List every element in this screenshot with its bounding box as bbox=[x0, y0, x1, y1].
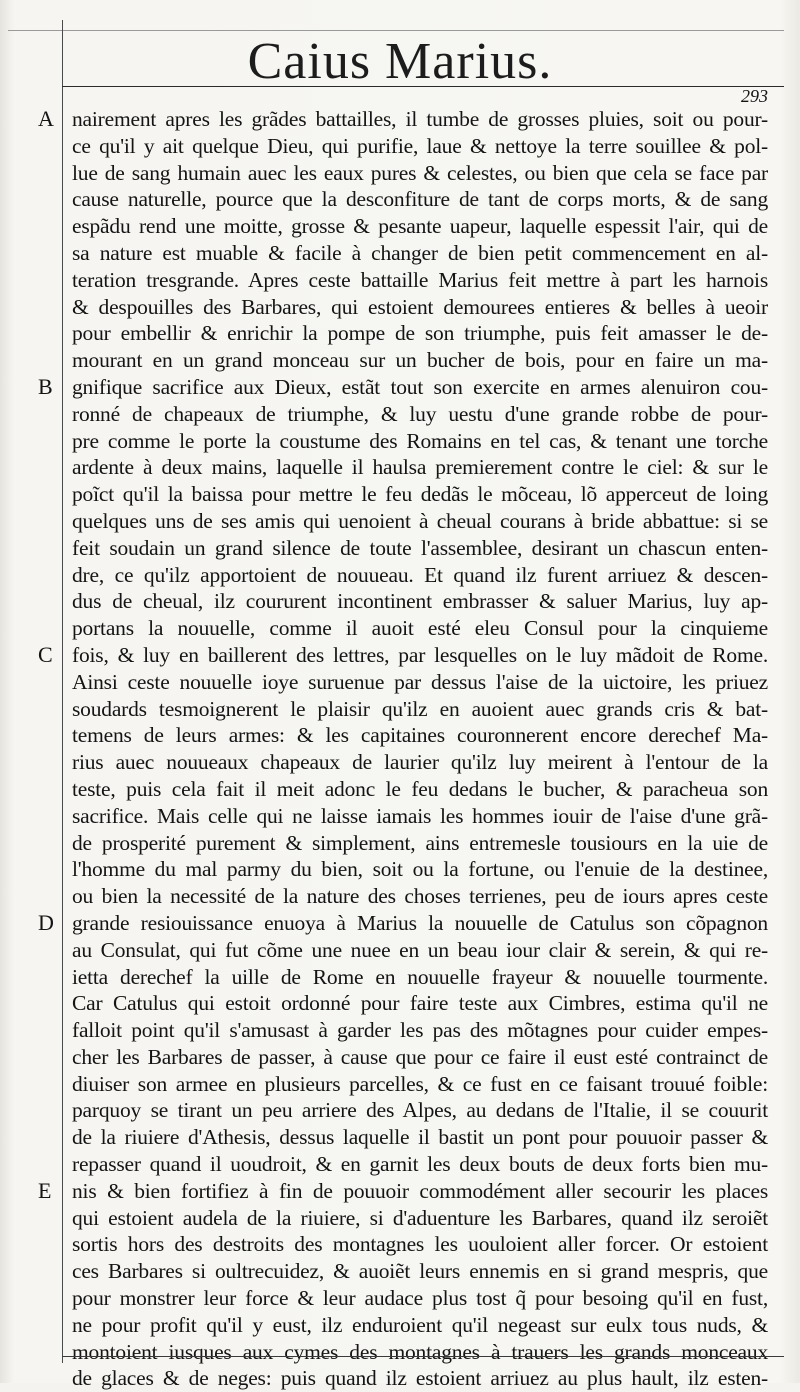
text-line: teste, puis cela fait il meit adonc le feu dedans le bucher, & paracheua son bbox=[72, 776, 768, 801]
text-line: ce qu'il y ait quelque Dieu, qui purifie, laue & nettoye la terre souillee & pol- bbox=[72, 133, 768, 158]
section-marker: B bbox=[38, 374, 53, 399]
text-line: de glaces & de neges: puis quand ilz estoient arriuez au plus hault, ilz esten- bbox=[72, 1366, 768, 1391]
text-line: grande resiouissance enuoya à Marius la nouuelle de Catulus son cõpagnon bbox=[72, 910, 768, 935]
text-line: Car Catulus qui estoit ordonné pour faire teste aux Cimbres, estima qu'il ne bbox=[72, 991, 768, 1016]
text-line: ronné de chapeaux de triumphe, & luy uestu d'une grande robbe de pour- bbox=[72, 401, 768, 426]
text-line: de prosperité purement & simplement, ains entremesle tousiours en la uie de bbox=[72, 830, 768, 855]
text-line: parquoy se tirant un peu arriere des Alpes, au dedans de l'Italie, il se couurit bbox=[72, 1098, 768, 1123]
text-line: repasser quand il uoudroit, & en garnit les deux bouts de deux forts bien mu- bbox=[72, 1152, 768, 1177]
text-line: montoient iusques aux cymes des montagnes à trauers les grands monceaux bbox=[72, 1339, 768, 1364]
text-line: diuiser son armee en plusieurs parcelles, & ce fust en ce faisant trouué foible: bbox=[72, 1071, 768, 1096]
text-line: portans la nouuelle, comme il auoit esté eleu Consul pour la cinquieme bbox=[72, 616, 768, 641]
running-title: Caius Marius. bbox=[247, 33, 553, 90]
section-marker: C bbox=[38, 642, 53, 667]
text-line: dus de cheual, ilz coururent incontinent embrasser & saluer Marius, luy ap- bbox=[72, 589, 768, 614]
text-line: ne pour profit qu'il y eust, ilz enduroient qu'il negeast sur eulx tous nuds, & bbox=[72, 1312, 768, 1337]
text-line: nairement apres les grãdes battailles, il tumbe de grosses pluies, soit ou pour- bbox=[72, 107, 768, 131]
text-line: ou bien la necessité de la nature des choses terrienes, peu de iours apres ceste bbox=[72, 884, 768, 909]
text-line: quelques uns de ses amis qui uenoient à cheual courans à bride abbattue: si se bbox=[72, 508, 768, 533]
top-edge-rule bbox=[8, 30, 784, 31]
text-line: nis & bien fortifiez à fin de pouuoir commodément aller secourir les places bbox=[72, 1178, 768, 1203]
text-line: sortis hors des destroits des montagnes les uouloient aller forcer. Or estoient bbox=[72, 1232, 768, 1257]
text-line: ietta derechef la uille de Rome en nouuelle frayeur & nouuelle tourmente. bbox=[72, 964, 768, 989]
text-line: rius auec nouueaux chapeaux de laurier qu'ilz luy meirent à l'entour de la bbox=[72, 750, 768, 775]
text-line: l'homme du mal parmy du bien, soit ou la fortune, ou l'enuie de la destinee, bbox=[72, 857, 768, 882]
section-marker: D bbox=[38, 910, 54, 935]
section-marker: A bbox=[38, 106, 54, 131]
text-line: pour monstrer leur force & leur audace plus tost q̃ pour besoing qu'il en fust, bbox=[72, 1286, 768, 1311]
text-line: dre, ce qu'ilz apportoient de nouueau. Et quand ilz furent arriuez & descen- bbox=[72, 562, 768, 587]
text-line: qui estoient audela de la riuiere, si d'aduenture les Barbares, quand ilz seroiẽt bbox=[72, 1205, 768, 1230]
section-marker: E bbox=[38, 1178, 52, 1203]
text-line: sa nature est muable & facile à changer de bien petit commencement en al- bbox=[72, 240, 768, 265]
text-line: feit soudain un grand silence de toute l'assemblee, desirant un chascun enten- bbox=[72, 535, 768, 560]
text-line: soudards tesmoignerent le plaisir qu'ilz en auoient auec grands cris & bat- bbox=[72, 696, 768, 721]
text-line: poĩct qu'il la baissa pour mettre le feu dedãs le mõceau, lõ apperceut de loing bbox=[72, 482, 768, 507]
folio-number: 293 bbox=[741, 86, 768, 106]
text-line: & despouilles des Barbares, qui estoient demourees entieres & belles à ueoir bbox=[72, 294, 768, 319]
body-text bbox=[72, 106, 768, 1392]
text-line: pre comme le porte la coustume des Romains en tel cas, & tenant une torche bbox=[72, 428, 768, 453]
text-line: cause naturelle, pource que la desconfiture de tant de corps morts, & de sang bbox=[72, 187, 768, 212]
text-line: de la riuiere d'Athesis, dessus laquelle il bastit un pont pour pouuoir passer & bbox=[72, 1125, 768, 1150]
text-line: Ainsi ceste nouuelle ioye suruenue par dessus l'aise de la uictoire, les priuez bbox=[72, 669, 768, 694]
text-line: teration tresgrande. Apres ceste battaille Marius feit mettre à part les harnois bbox=[72, 267, 768, 292]
text-line: temens de leurs armes: & les capitaines couronnerent encore derechef Ma- bbox=[72, 723, 768, 748]
text-line: gnifique sacrifice aux Dieux, estãt tout son exercite en armes alenuiron cou- bbox=[72, 374, 768, 399]
text-line: falloit point qu'il s'amusast à garder les pas des mõtagnes pour cuider empes- bbox=[72, 1018, 768, 1043]
left-margin-rule bbox=[62, 20, 63, 1363]
text-line: ces Barbares si oultrecuidez, & auoiẽt leurs ennemis en si grand mespris, que bbox=[72, 1259, 768, 1284]
text-line: lue de sang humain auec les eaux pures & celestes, ou bien que cela se face par bbox=[72, 160, 768, 185]
text-line: pour embellir & enrichir la pompe de son triumphe, puis feit amasser le de- bbox=[72, 321, 768, 346]
text-line: ardente à deux mains, laquelle il haulsa premierement contre le ciel: & sur le bbox=[72, 455, 768, 480]
text-line: fois, & luy en baillerent des lettres, par lesquelles on le luy mãdoit de Rome. bbox=[72, 642, 768, 667]
text-line: mourant en un grand monceau sur un bucher de bois, pour en faire un ma- bbox=[72, 348, 768, 373]
text-line: au Consulat, qui fut cõme une nuee en un beau iour clair & serein, & qui re- bbox=[72, 937, 768, 962]
text-line: espãdu rend une moitte, grosse & pesante uapeur, laquelle espessit l'air, qui de bbox=[72, 214, 768, 239]
text-line: sacrifice. Mais celle qui ne laisse iamais les hommes iouir de l'aise d'une grã- bbox=[72, 803, 768, 828]
bottom-rule bbox=[62, 1356, 784, 1357]
text-line: cher les Barbares de passer, à cause que pour ce faire il eust esté contrainct de bbox=[72, 1044, 768, 1069]
